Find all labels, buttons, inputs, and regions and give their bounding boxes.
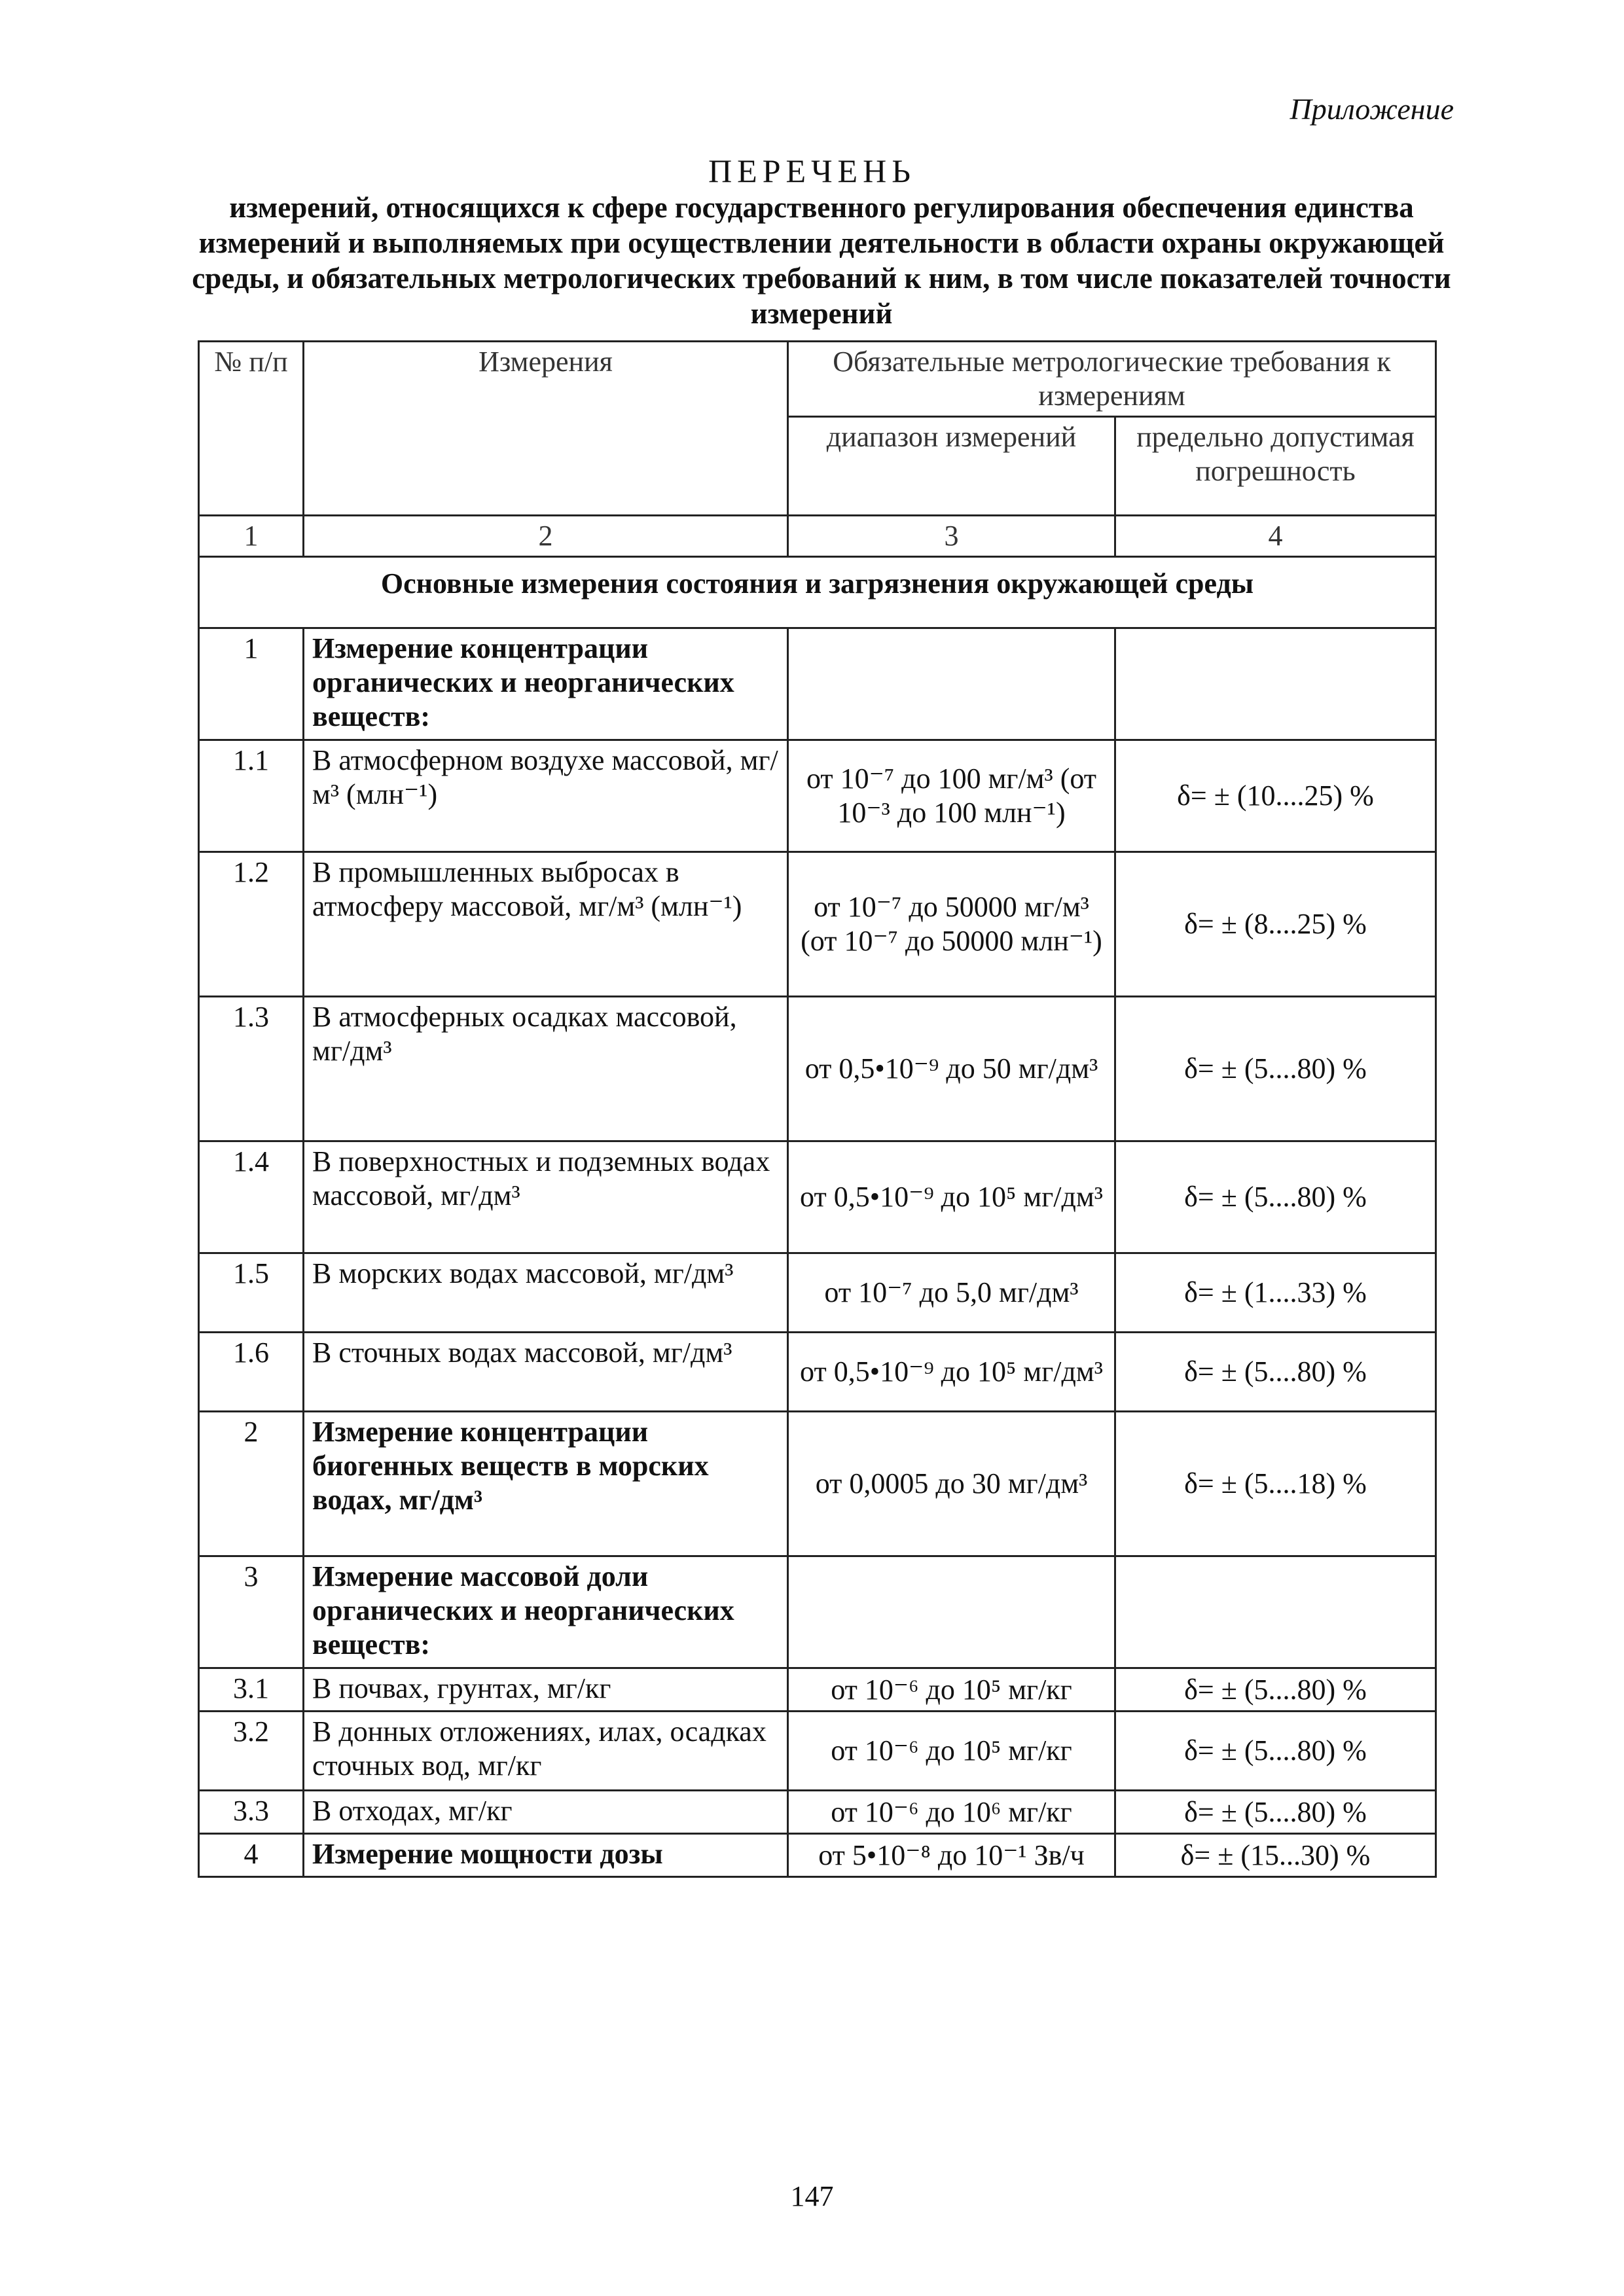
row-measurement: В промышленных выбросах в атмосферу массовой, мг/м³ (млн⁻¹) [304, 852, 788, 997]
row-number: 3.3 [199, 1791, 304, 1834]
section-title: Основные измерения состояния и загрязнения окружающей среды [199, 557, 1436, 628]
header-measurements: Измерения [304, 342, 788, 516]
table-row [199, 1333, 1436, 1412]
row-measurement: В атмосферном воздухе массовой, мг/м³ (млн⁻¹) [304, 740, 788, 852]
column-number: 1 [199, 516, 304, 557]
table-row [199, 997, 1436, 1141]
row-error: δ= ± (5....18) % [1115, 1412, 1436, 1556]
row-number: 3 [199, 1556, 304, 1668]
row-number: 4 [199, 1834, 304, 1877]
row-number: 1 [199, 628, 304, 740]
table-row [199, 628, 1436, 740]
table-row [199, 740, 1436, 852]
appendix-label: Приложение [1290, 92, 1454, 126]
table-row [199, 1668, 1436, 1712]
document-title: ПЕРЕЧЕНЬ [708, 152, 916, 189]
table-row [199, 1253, 1436, 1333]
row-measurement: В атмосферных осадках массовой, мг/дм³ [304, 997, 788, 1141]
row-measurement: В донных отложениях, илах, осадках сточных вод, мг/кг [304, 1712, 788, 1791]
row-number: 1.4 [199, 1141, 304, 1253]
row-measurement: В морских водах массовой, мг/дм³ [304, 1253, 788, 1333]
row-error: δ= ± (5....80) % [1115, 1712, 1436, 1791]
table-row [199, 1791, 1436, 1834]
row-measurement: В поверхностных и подземных водах массовой, мг/дм³ [304, 1141, 788, 1253]
row-measurement: В сточных водах массовой, мг/дм³ [304, 1333, 788, 1412]
row-range: от 10⁻⁷ до 50000 мг/м³ (от 10⁻⁷ до 50000 млн⁻¹) [788, 852, 1115, 997]
column-numbers-row [199, 516, 1436, 557]
row-number: 3.2 [199, 1712, 304, 1791]
row-measurement: Измерение мощности дозы [304, 1834, 788, 1877]
row-measurement: В почвах, грунтах, мг/кг [304, 1668, 788, 1712]
table-row [199, 1834, 1436, 1877]
row-range: от 0,5•10⁻⁹ до 10⁵ мг/дм³ [788, 1141, 1115, 1253]
row-error: δ= ± (15...30) % [1115, 1834, 1436, 1877]
table-row [199, 1412, 1436, 1556]
row-number: 1.2 [199, 852, 304, 997]
header-requirements: Обязательные метрологические требования к измерениям [788, 342, 1436, 417]
row-number: 3.1 [199, 1668, 304, 1712]
row-error: δ= ± (1....33) % [1115, 1253, 1436, 1333]
row-range [788, 1556, 1115, 1668]
header-num: № п/п [199, 342, 304, 516]
row-number: 1.5 [199, 1253, 304, 1333]
table-header-row [199, 342, 1436, 417]
row-error [1115, 628, 1436, 740]
row-error: δ= ± (5....80) % [1115, 1791, 1436, 1834]
table-row [199, 1712, 1436, 1791]
row-measurement: В отходах, мг/кг [304, 1791, 788, 1834]
table-row [199, 1556, 1436, 1668]
row-range: от 0,5•10⁻⁹ до 10⁵ мг/дм³ [788, 1333, 1115, 1412]
document-subtitle: измерений, относящихся к сфере государственного регулирования обеспечения единства измерений и выполняемых при осуществлении деятельности в области охраны окружающей среды, и обязательных метрологических требований к ним, в том числе показателей точности измерений [192, 191, 1451, 330]
row-error [1115, 1556, 1436, 1668]
row-number: 1.6 [199, 1333, 304, 1412]
row-error: δ= ± (5....80) % [1115, 997, 1436, 1141]
row-error: δ= ± (8....25) % [1115, 852, 1436, 997]
row-range [788, 628, 1115, 740]
row-range: от 0,0005 до 30 мг/дм³ [788, 1412, 1115, 1556]
page-number: 147 [790, 2180, 834, 2212]
column-number: 4 [1115, 516, 1436, 557]
table-row [199, 852, 1436, 997]
column-number: 3 [788, 516, 1115, 557]
row-error: δ= ± (5....80) % [1115, 1141, 1436, 1253]
row-range: от 10⁻⁶ до 10⁵ мг/кг [788, 1668, 1115, 1712]
table-row [199, 1141, 1436, 1253]
row-error: δ= ± (5....80) % [1115, 1668, 1436, 1712]
row-measurement: Измерение концентрации биогенных веществ в морских водах, мг/дм³ [304, 1412, 788, 1556]
row-range: от 10⁻⁶ до 10⁶ мг/кг [788, 1791, 1115, 1834]
column-number: 2 [304, 516, 788, 557]
row-number: 1.1 [199, 740, 304, 852]
row-range: от 10⁻⁷ до 5,0 мг/дм³ [788, 1253, 1115, 1333]
row-error: δ= ± (5....80) % [1115, 1333, 1436, 1412]
row-range: от 10⁻⁷ до 100 мг/м³ (от 10⁻³ до 100 млн⁻¹) [788, 740, 1115, 852]
row-range: от 5•10⁻⁸ до 10⁻¹ Зв/ч [788, 1834, 1115, 1877]
measurements-table [198, 340, 1437, 1878]
row-range: от 10⁻⁶ до 10⁵ мг/кг [788, 1712, 1115, 1791]
row-range: от 0,5•10⁻⁹ до 50 мг/дм³ [788, 997, 1115, 1141]
row-measurement: Измерение массовой доли органических и неорганических веществ: [304, 1556, 788, 1668]
row-measurement: Измерение концентрации органических и неорганических веществ: [304, 628, 788, 740]
row-number: 1.3 [199, 997, 304, 1141]
header-range: диапазон измерений [788, 417, 1115, 516]
row-number: 2 [199, 1412, 304, 1556]
row-error: δ= ± (10....25) % [1115, 740, 1436, 852]
section-row [199, 557, 1436, 628]
header-error: предельно допустимая погрешность [1115, 417, 1436, 516]
